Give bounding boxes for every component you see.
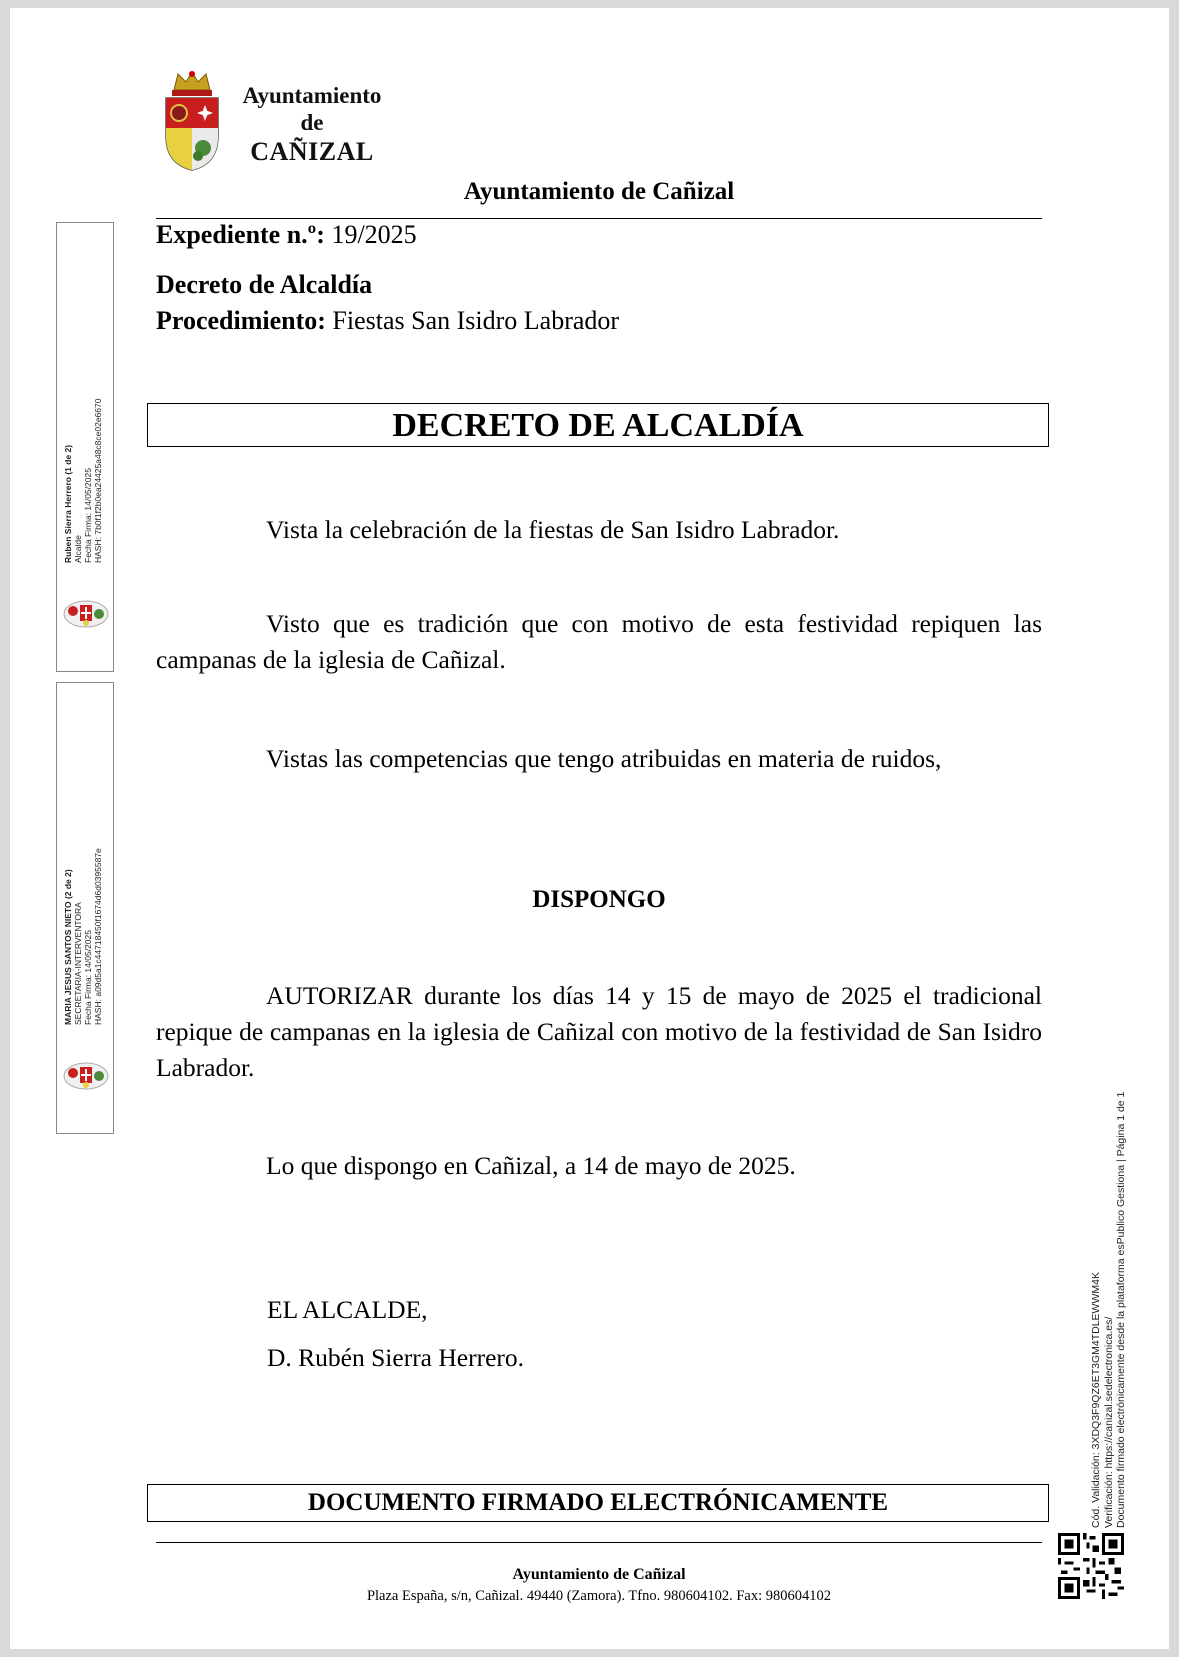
signer-1-date: Fecha Firma: 14/05/2025 xyxy=(83,468,93,563)
logo-line-1: Ayuntamiento xyxy=(242,83,382,108)
validation-info xyxy=(1090,1092,1128,1528)
expediente-label: Expediente n.º: xyxy=(156,220,325,249)
paragraph-2-text: Visto que es tradición que con motivo de esta festividad repiquen las campanas de la iglesia de Cañizal. xyxy=(156,609,1042,674)
signer-stamp-2 xyxy=(56,682,114,1134)
signature-name: D. Rubén Sierra Herrero. xyxy=(267,1343,525,1372)
expediente-value: 19/2025 xyxy=(331,220,417,249)
footer-title: Ayuntamiento de Cañizal xyxy=(512,1566,686,1583)
paragraph-1-text: Vista la celebración de la fiestas de San Isidro Labrador. xyxy=(266,515,840,544)
paragraph-4 xyxy=(156,978,1042,1086)
logo-line-2: de xyxy=(300,110,324,135)
header-title: Ayuntamiento de Cañizal xyxy=(463,178,735,205)
paragraph-3 xyxy=(156,741,1042,777)
signer-1-emblem-icon xyxy=(63,599,109,629)
header-divider xyxy=(156,218,1042,219)
decreto-line xyxy=(156,270,372,300)
procedimiento-value: Fiestas San Isidro Labrador xyxy=(332,306,620,335)
paragraph-5-text: Lo que dispongo en Cañizal, a 14 de mayo de 2025. xyxy=(266,1151,796,1180)
signer-2-name: MARIA JESUS SANTOS NIETO (2 de 2) xyxy=(63,869,73,1025)
paragraph-5 xyxy=(156,1148,1042,1184)
validation-verify-url: Verificación: https://canizal.sedelectronica.es/ xyxy=(1102,1316,1115,1528)
signer-1-role: Alcalde xyxy=(73,535,83,563)
procedimiento-line xyxy=(156,306,619,336)
paragraph-3-text: Vistas las competencias que tengo atribuidas en materia de ruidos, xyxy=(266,744,942,773)
signed-banner: DOCUMENTO FIRMADO ELECTRÓNICAMENTE xyxy=(147,1484,1049,1522)
document-page xyxy=(10,8,1169,1649)
signature-role: EL ALCALDE, xyxy=(267,1295,428,1324)
footer-divider xyxy=(156,1542,1042,1543)
paragraph-4-text: AUTORIZAR durante los días 14 y 15 de mayo de 2025 el tradicional repique de campanas en la iglesia de Cañizal con motivo de la festividad de San Isidro Labrador. xyxy=(156,981,1042,1082)
logo-wordmark xyxy=(232,82,392,168)
paragraph-1 xyxy=(156,512,1042,548)
logo-line-3: CAÑIZAL xyxy=(250,137,374,166)
signer-1-hash: HASH: 7b0f1f2b0ea24425a48c8ce02e6670 xyxy=(93,398,103,563)
signer-stamp-1 xyxy=(56,222,114,672)
footer-address: Plaza España, s/n, Cañizal. 49440 (Zamora). Tfno. 980604102. Fax: 980604102 xyxy=(366,1588,832,1604)
decreto-label: Decreto de Alcaldía xyxy=(156,270,373,299)
signer-1-details xyxy=(63,399,103,563)
signer-2-role: SECRETARIA-INTERVENTORA xyxy=(73,902,83,1025)
expediente-line xyxy=(156,220,417,250)
signer-2-hash: HASH: a09d5a1c44718450f1674d6d0395587e xyxy=(93,848,103,1025)
validation-platform: Documento firmado electrónicamente desde la plataforma esPublico Gestiona | Página 1 de 1 xyxy=(1115,1091,1127,1528)
validation-code: Cód. Validación: 3XDQ3F9QZ6ET3GM4TDLEWWM4K xyxy=(1090,1272,1102,1528)
signer-2-details xyxy=(63,848,103,1025)
signer-1-name: Ruben Sierra Herrero (1 de 2) xyxy=(63,444,73,563)
paragraph-2 xyxy=(156,606,1042,678)
dispongo-heading: DISPONGO xyxy=(532,886,666,913)
procedimiento-label: Procedimiento: xyxy=(156,306,326,335)
signer-2-emblem-icon xyxy=(63,1061,109,1091)
qr-code-icon xyxy=(1058,1533,1124,1599)
document-title: DECRETO DE ALCALDÍA xyxy=(147,403,1049,447)
coat-of-arms-logo xyxy=(156,68,228,174)
signer-2-date: Fecha Firma: 14/05/2025 xyxy=(83,930,93,1025)
